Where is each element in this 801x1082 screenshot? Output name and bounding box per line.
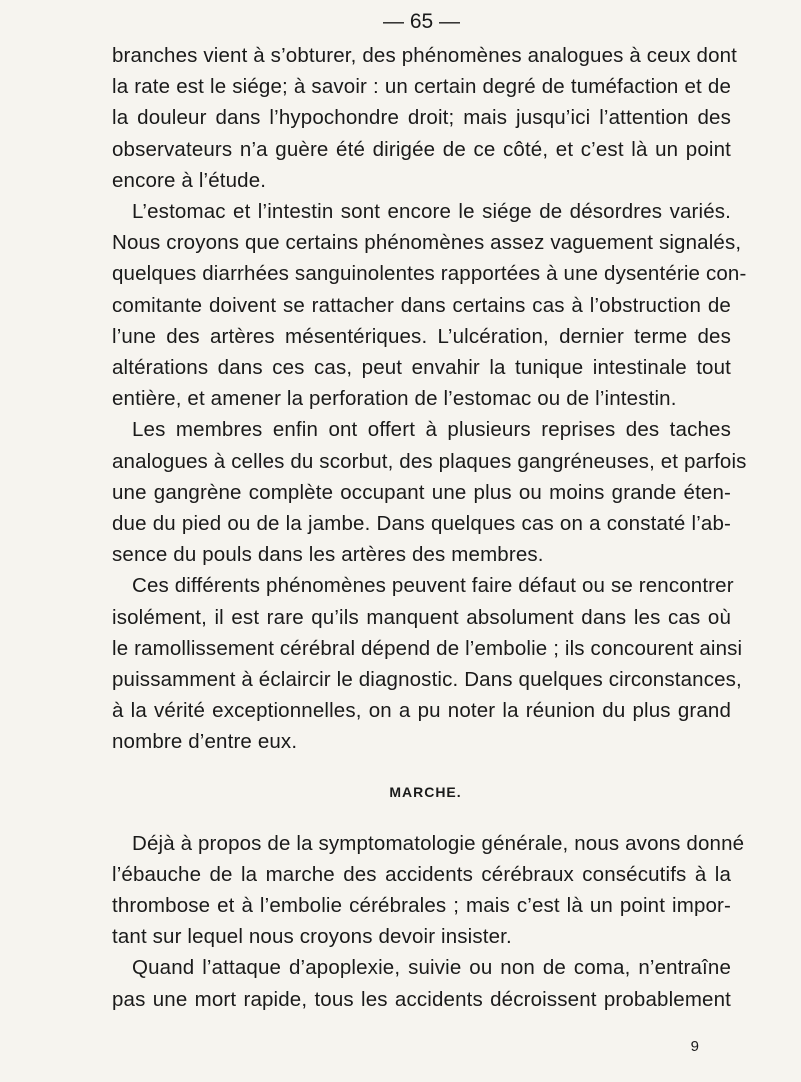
text-line: le ramollissement cérébral dépend de l’embolie ; ils concourent ainsi	[112, 636, 743, 660]
text-line: nombre d’entre eux.	[112, 730, 298, 754]
text-line: entière, et amener la perforation de l’estomac ou de l’intestin.	[112, 387, 677, 411]
text-line: thrombose et à l’embolie cérébrales ; mais c’est là un point impor-	[112, 894, 731, 918]
section-heading: MARCHE.	[389, 783, 462, 800]
text-block-before-heading	[112, 40, 747, 758]
text-line: encore à l’étude.	[112, 168, 267, 192]
text-line: quelques diarrhées sanguinolentes rapportées à une dysentérie con-	[112, 262, 747, 286]
text-line: due du pied ou de la jambe. Dans quelques cas on a constaté l’ab-	[112, 512, 731, 536]
text-line: L’estomac et l’intestin sont encore le siége de désordres variés.	[132, 200, 731, 224]
text-line: Les membres enfin ont offert à plusieurs reprises des taches	[132, 418, 731, 442]
text-line: observateurs n’a guère été dirigée de ce côté, et c’est là un point	[112, 137, 731, 161]
page-number: — 65 —	[382, 10, 461, 33]
paragraph	[112, 952, 731, 1014]
text-line: branches vient à s’obturer, des phénomènes analogues à ceux dont	[112, 44, 738, 67]
text-line: Nous croyons que certains phénomènes assez vaguement signalés,	[112, 231, 742, 255]
text-line: pas une mort rapide, tous les accidents décroissent probablement	[112, 987, 731, 1011]
text-line: sence du pouls dans les artères des membres.	[112, 543, 544, 567]
paragraph	[112, 828, 745, 953]
text-line: Déjà à propos de la symptomatologie générale, nous avons donné	[132, 831, 745, 855]
paragraph	[112, 570, 743, 757]
text-line: puissamment à éclaircir le diagnostic. Dans quelques circonstances,	[112, 668, 742, 692]
text-line: Ces différents phénomènes peuvent faire défaut ou se rencontrer	[132, 574, 734, 598]
text-line: tant sur lequel nous croyons devoir insister.	[112, 925, 512, 949]
paragraph	[112, 40, 738, 196]
paragraph	[112, 414, 747, 570]
text-line: altérations dans ces cas, peut envahir la tunique intestinale tout	[112, 356, 731, 380]
text-line: Quand l’attaque d’apoplexie, suivie ou non de coma, n’entraîne	[132, 956, 731, 980]
text-line: l’une des artères mésentériques. L’ulcération, dernier terme des	[112, 324, 731, 348]
text-line: isolément, il est rare qu’ils manquent absolument dans les cas où	[112, 605, 731, 629]
text-line: une gangrène complète occupant une plus ou moins grande éten-	[112, 480, 731, 504]
text-block-after-heading	[112, 828, 745, 1015]
paragraph	[112, 196, 747, 414]
text-line: à la vérité exceptionnelles, on a pu noter la réunion du plus grand	[112, 699, 731, 723]
text-line: l’ébauche de la marche des accidents cérébraux consécutifs à la	[112, 862, 731, 886]
text-line: la rate est le siége; à savoir : un certain degré de tuméfaction et de	[112, 75, 731, 99]
text-line: la douleur dans l’hypochondre droit; mais jusqu’ici l’attention des	[112, 106, 731, 130]
signature-mark: 9	[690, 1038, 699, 1055]
text-line: comitante doivent se rattacher dans certains cas à l’obstruction de	[112, 293, 731, 317]
text-line: analogues à celles du scorbut, des plaques gangréneuses, et parfois	[112, 449, 747, 473]
